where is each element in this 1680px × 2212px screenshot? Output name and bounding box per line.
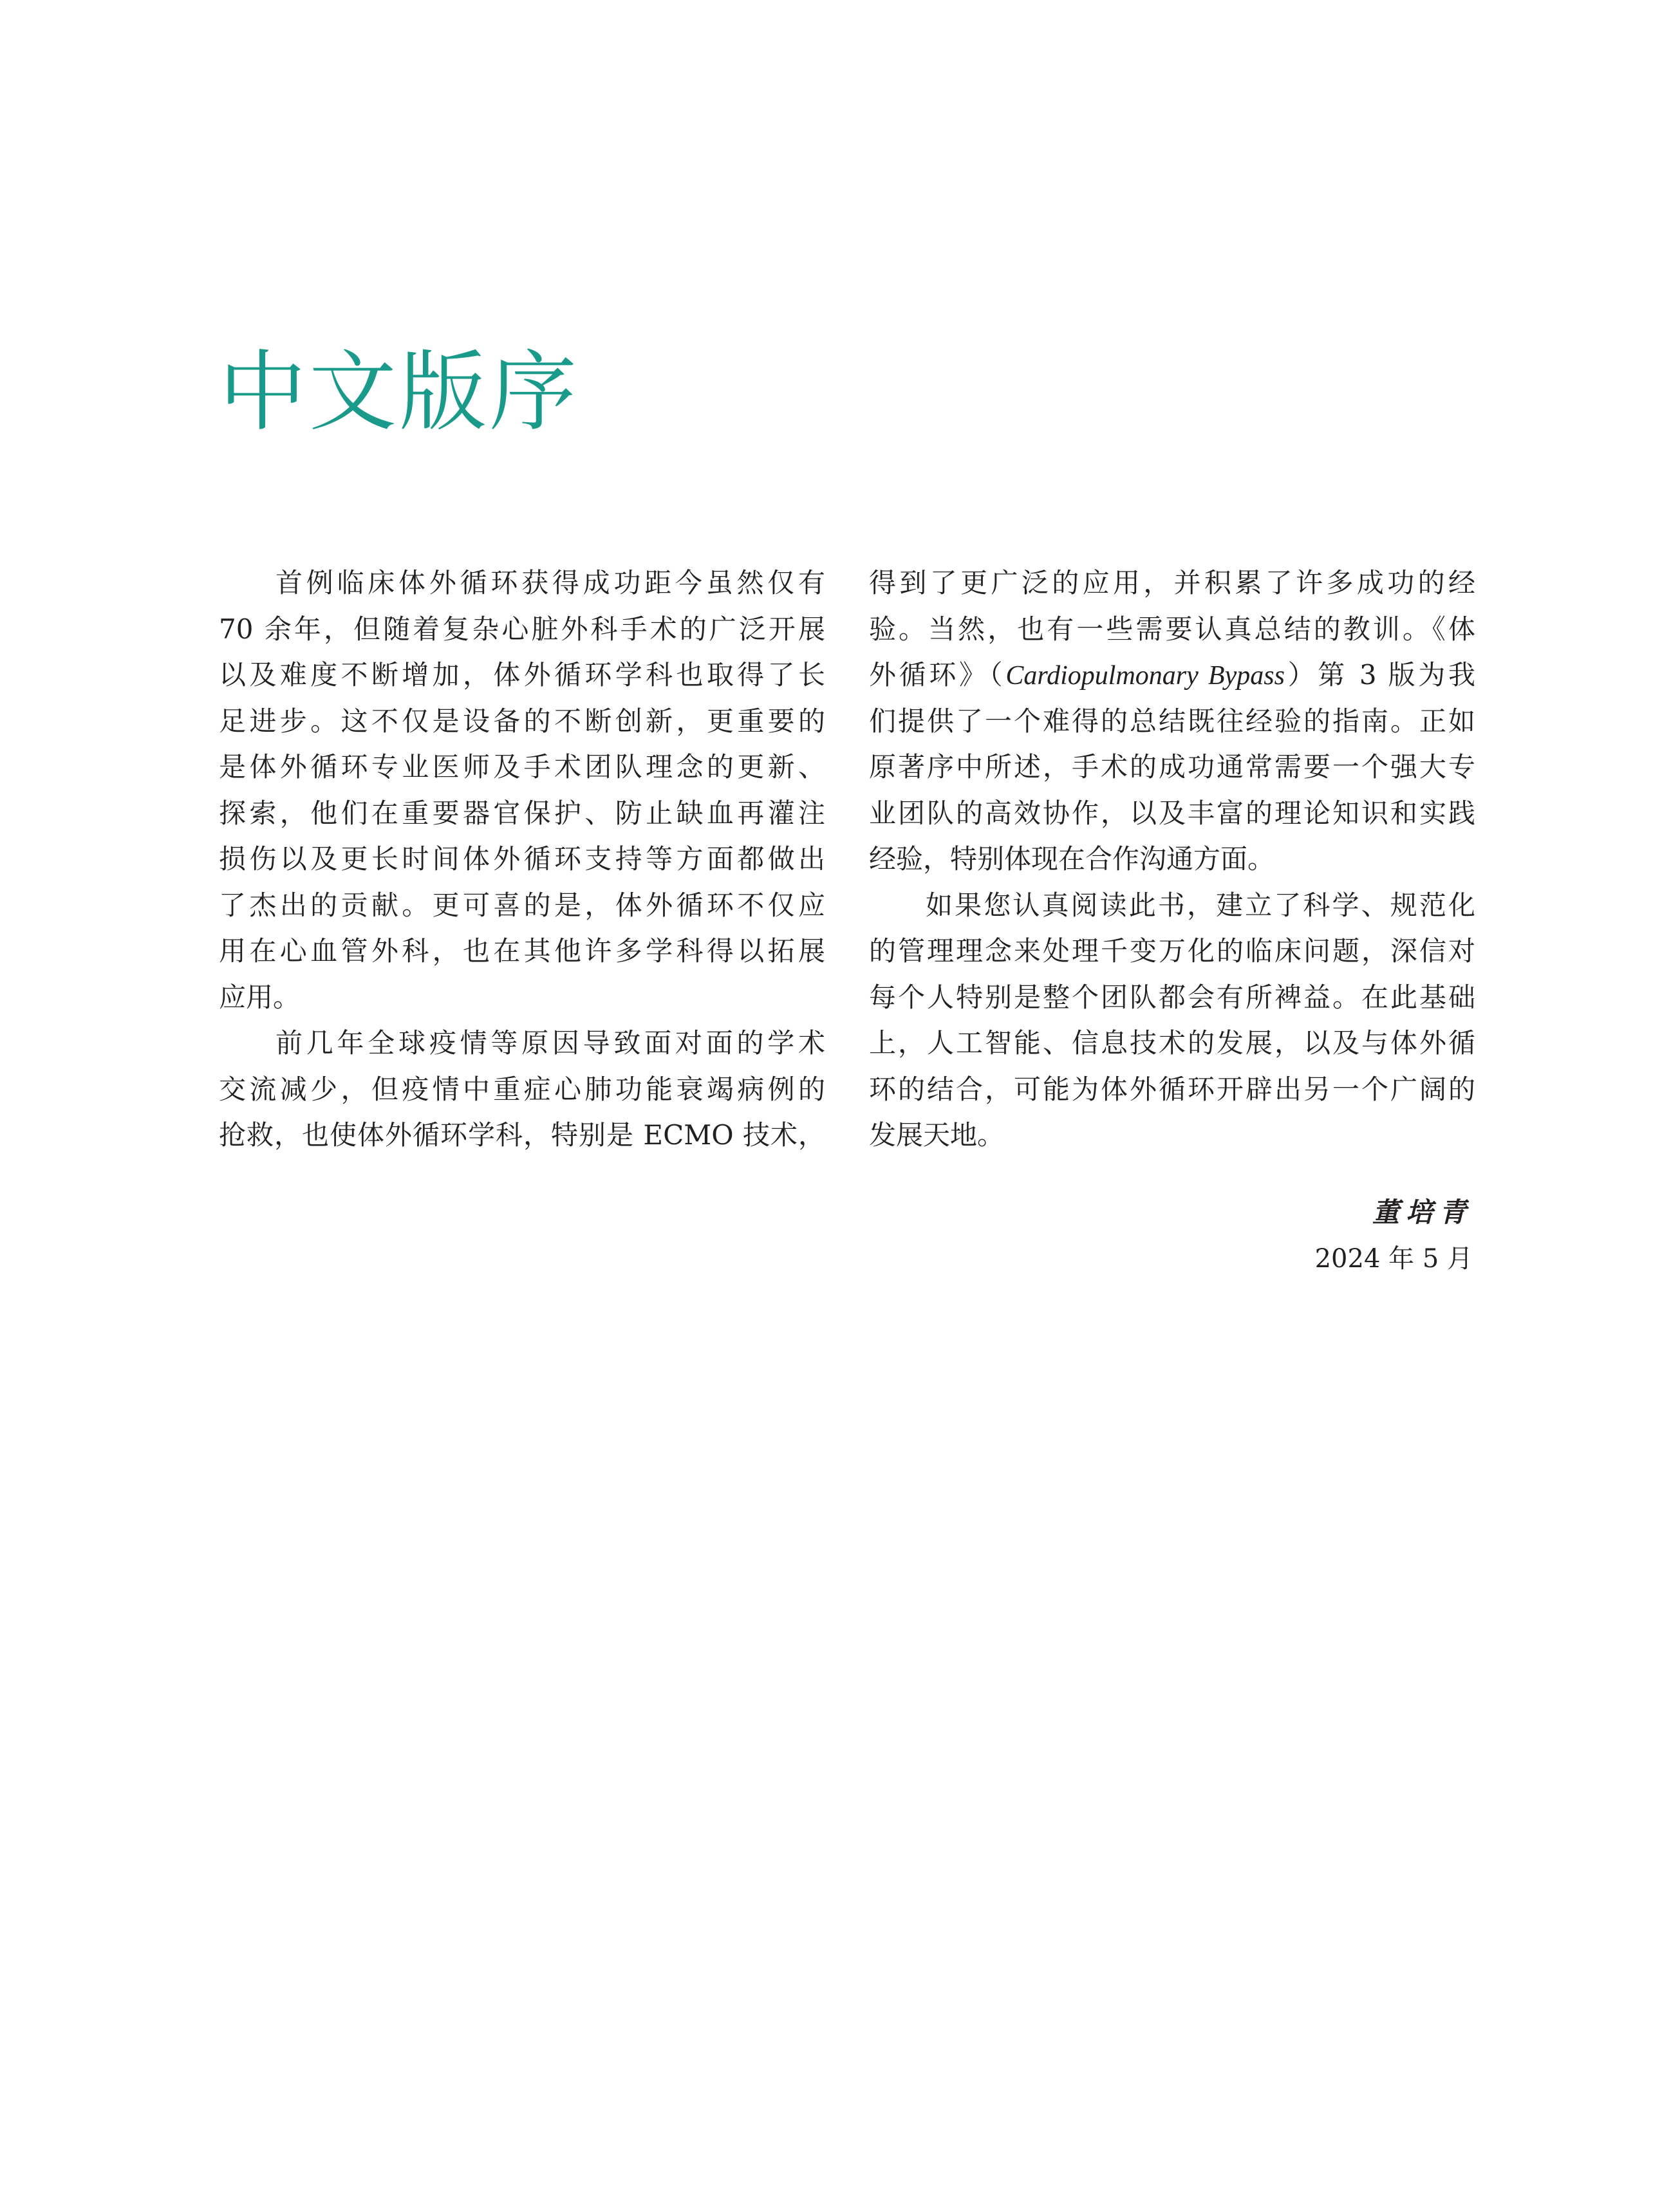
- body-line: 发展天地。: [869, 1119, 1005, 1151]
- page-title: 中文版序: [219, 342, 579, 443]
- body-line: [869, 652, 1475, 698]
- book-title-english: Cardiopulmonary Bypass: [1005, 661, 1285, 691]
- body-line: 每个人特别是整个团队都会有所裨益。在此基础: [869, 981, 1475, 1013]
- body-line: 70 余年，但随着复杂心脏外科手术的广泛开展: [219, 613, 825, 645]
- body-line: 经验，特别体现在合作沟通方面。: [869, 843, 1275, 875]
- body-line: 抢救，也使体外循环学科，特别是 ECMO 技术，: [219, 1119, 825, 1151]
- body-line: 探索，他们在重要器官保护、防止缺血再灌注: [219, 797, 825, 829]
- signature-date: 2024 年 5 月: [1314, 1244, 1473, 1274]
- body-line: 原著序中所述，手术的成功通常需要一个强大专: [869, 751, 1475, 783]
- body-line: 了杰出的贡献。更可喜的是，体外循环不仅应: [219, 889, 825, 921]
- body-line: 得到了更广泛的应用，并积累了许多成功的经: [869, 567, 1475, 599]
- right-column: [869, 560, 1475, 1158]
- body-line: 环的结合，可能为体外循环开辟出另一个广阔的: [869, 1073, 1475, 1105]
- author-name: 董培青: [1372, 1196, 1473, 1228]
- signature-block: [1315, 1189, 1473, 1282]
- body-line: 损伤以及更长时间体外循环支持等方面都做出: [219, 843, 825, 875]
- body-line: 足进步。这不仅是设备的不断创新，更重要的: [219, 705, 825, 737]
- body-line: 以及难度不断增加，体外循环学科也取得了长: [219, 659, 825, 691]
- body-text: ）第 3 版为我: [1284, 659, 1475, 691]
- body-text: 外循环》（: [869, 659, 1006, 691]
- left-column: [219, 560, 825, 1158]
- body-line: 们提供了一个难得的总结既往经验的指南。正如: [869, 705, 1475, 737]
- body-line: 如果您认真阅读此书，建立了科学、规范化: [926, 889, 1475, 921]
- body-line: 的管理理念来处理千变万化的临床问题，深信对: [869, 935, 1475, 967]
- body-line: 前几年全球疫情等原因导致面对面的学术: [275, 1027, 825, 1059]
- body-line: 首例临床体外循环获得成功距今虽然仅有: [275, 567, 825, 599]
- body-line: 上，人工智能、信息技术的发展，以及与体外循: [869, 1027, 1475, 1059]
- body-line: 验。当然，也有一些需要认真总结的教训。《体: [869, 613, 1475, 645]
- body-line: 用在心血管外科，也在其他许多学科得以拓展: [219, 935, 825, 967]
- body-line: 应用。: [219, 981, 301, 1013]
- body-line: 是体外循环专业医师及手术团队理念的更新、: [219, 751, 825, 783]
- body-line: 业团队的高效协作，以及丰富的理论知识和实践: [869, 797, 1475, 829]
- body-line: 交流减少，但疫情中重症心肺功能衰竭病例的: [219, 1073, 825, 1105]
